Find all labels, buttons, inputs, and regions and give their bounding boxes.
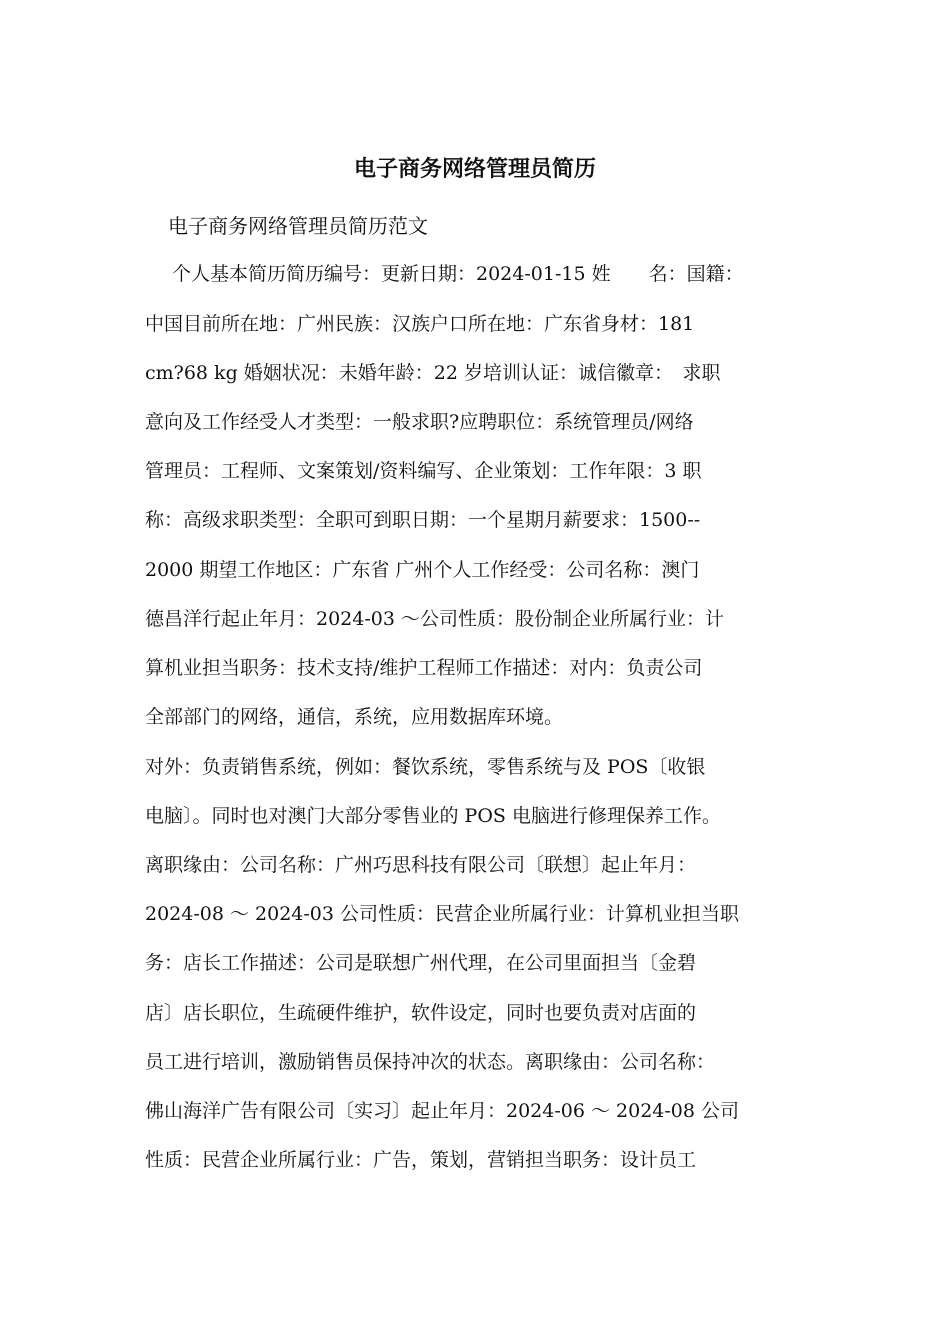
body-line: 全部部门的网络，通信，系统，应用数据库环境。 [145,706,564,728]
body-line: 离职缘由：公司名称：广州巧思科技有限公司〔联想〕起止年月： [145,854,697,876]
body-line: 2024-08 ～ 2024-03 公司性质：民营企业所属行业：计算机业担当职 [145,903,740,925]
document-title: 电子商务网络管理员简历 [353,157,596,182]
body-line: 算机业担当职务：技术支持/维护工程师工作描述：对内：负责公司 [145,657,703,679]
body-line: 称：高级求职类型：全职可到职日期：一个星期月薪要求：1500-- [145,509,701,531]
body-line: 电脑〕。同时也对澳门大部分零售业的 POS 电脑进行修理保养工作。 [145,805,721,827]
body-line: 个人基本简历简历编号：更新日期：2024-01-15 姓 名：国籍： [172,263,744,285]
document-subtitle: 电子商务网络管理员简历范文 [168,214,428,238]
body-line: 管理员：工程师、文案策划/资料编写、企业策划：工作年限：3 职 [145,460,702,482]
body-line: 德昌洋行起止年月：2024-03 ～公司性质：股份制企业所属行业：计 [145,608,724,630]
body-line: 性质：民营企业所属行业：广告，策划，营销担当职务：设计员工 [145,1149,697,1171]
body-line: cm?68 kg 婚姻状况：未婚年龄：22 岁培训认证：诚信徽章： 求职 [145,362,721,384]
body-line: 2000 期望工作地区：广东省 广州个人工作经受：公司名称：澳门 [145,559,700,581]
body-line: 对外：负责销售系统，例如：餐饮系统，零售系统与及 POS〔收银 [145,756,706,778]
body-line: 员工进行培训，激励销售员保持冲次的状态。离职缘由：公司名称： [145,1051,716,1073]
body-line: 意向及工作经受人才类型：一般求职?应聘职位：系统管理员/网络 [145,411,694,433]
body-line: 店〕店长职位，生疏硬件维护，软件设定，同时也要负责对店面的 [145,1002,697,1024]
body-line: 务：店长工作描述：公司是联想广州代理，在公司里面担当〔金碧 [145,952,697,974]
body-line: 中国目前所在地：广州民族：汉族户口所在地：广东省身材：181 [145,313,695,335]
body-line: 佛山海洋广告有限公司〔实习〕起止年月：2024-06 ～ 2024-08 公司 [145,1100,740,1122]
